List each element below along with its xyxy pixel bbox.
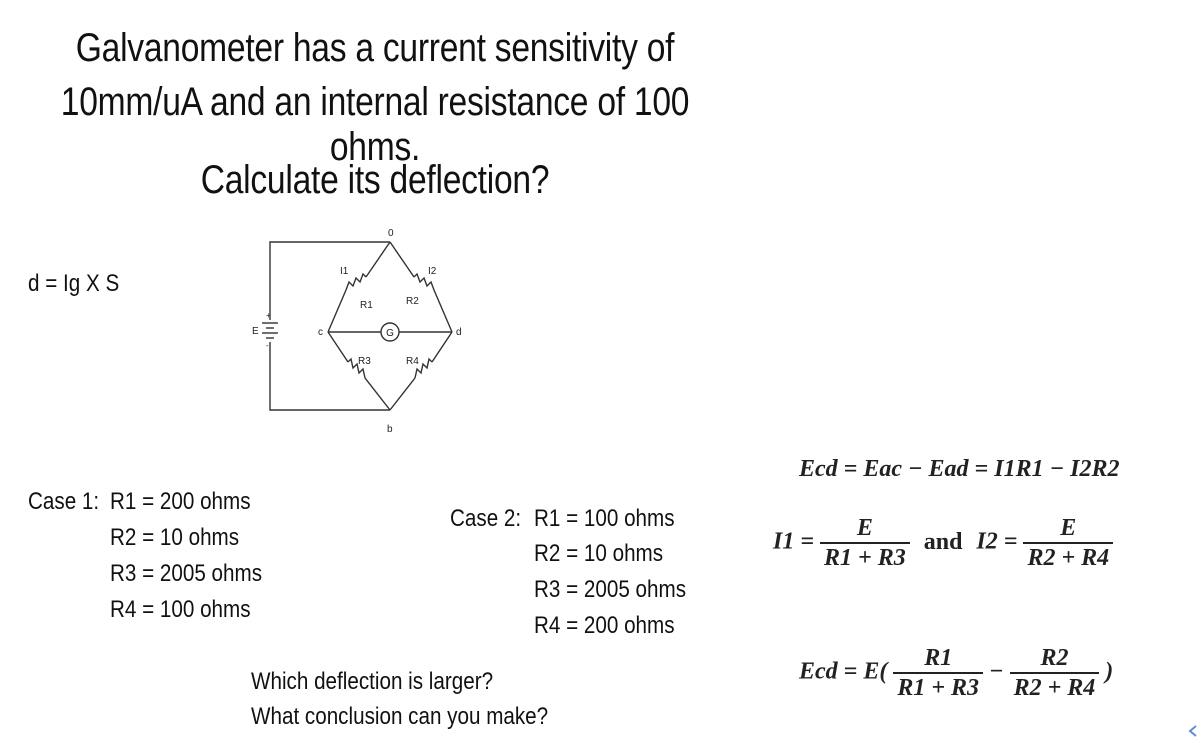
case2-r3: R3 = 2005 ohms [534, 576, 687, 603]
node-b-label: b [387, 424, 393, 435]
resistor-r1 [346, 274, 366, 290]
right-paren: ) [1105, 658, 1114, 685]
r2-fraction: $\frac{R2}{R2 + R4}$ [1010, 644, 1100, 702]
case2-r2: R2 = 10 ohms [534, 540, 664, 567]
equations-panel [765, 440, 1202, 744]
wheatstone-bridge-diagram [236, 222, 486, 442]
case1-r2: R2 = 10 ohms [110, 524, 240, 551]
battery-minus: - [266, 341, 269, 350]
i2-label: I2 [428, 266, 437, 277]
r1-label: R1 [360, 300, 373, 311]
i1-lhs: I1 = [773, 528, 815, 555]
r3-label: R3 [358, 356, 371, 367]
equation-currents [773, 514, 1113, 572]
case2-heading: Case 2: [450, 505, 522, 532]
r4-label: R4 [406, 356, 419, 367]
case2-r1: R1 = 100 ohms [534, 505, 675, 532]
slide-title-line-1: Galvanometer has a current sensitivity of [75, 26, 675, 70]
slide-title-line-2: 10mm/uA and an internal resistance of 100 ohms. [60, 80, 690, 169]
node-c-label: c [318, 327, 323, 338]
case1-r1: R1 = 200 ohms [110, 488, 251, 515]
i2-lhs: I2 = [976, 528, 1018, 555]
equation-ecd-final [799, 644, 1113, 702]
scroll-arrow-icon[interactable] [1186, 724, 1200, 738]
r2-label: R2 [406, 296, 419, 307]
node-d-label: d [456, 327, 462, 338]
battery-plus: + [266, 311, 271, 320]
battery-label: E [252, 326, 259, 337]
galvanometer-label: G [386, 328, 394, 339]
case1-heading: Case 1: [28, 488, 100, 515]
ecd-lhs: Ecd = E( [799, 658, 888, 685]
deflection-formula: d = Ig X S [28, 270, 120, 297]
slide-title-question: Calculate its deflection? [200, 158, 550, 202]
r1-fraction: $\frac{R1}{R1 + R3}$ [893, 644, 983, 702]
case1-r4: R4 = 100 ohms [110, 596, 251, 623]
and-word: and [923, 528, 963, 555]
minus-sign: − [989, 658, 1004, 685]
case2-r4: R4 = 200 ohms [534, 612, 675, 639]
i1-fraction: $\frac{E}{R1 + R3}$ [820, 514, 910, 572]
i2-fraction: $\frac{E}{R2 + R4}$ [1023, 514, 1113, 572]
equation-ecd: Ecd = Eac − Ead = I1R1 − I2R2 [799, 456, 1120, 482]
node-top-label: 0 [388, 228, 394, 239]
question-conclusion: What conclusion can you make? [251, 703, 549, 730]
question-larger-deflection: Which deflection is larger? [251, 668, 494, 695]
i1-label: I1 [340, 266, 349, 277]
case1-r3: R3 = 2005 ohms [110, 560, 263, 587]
